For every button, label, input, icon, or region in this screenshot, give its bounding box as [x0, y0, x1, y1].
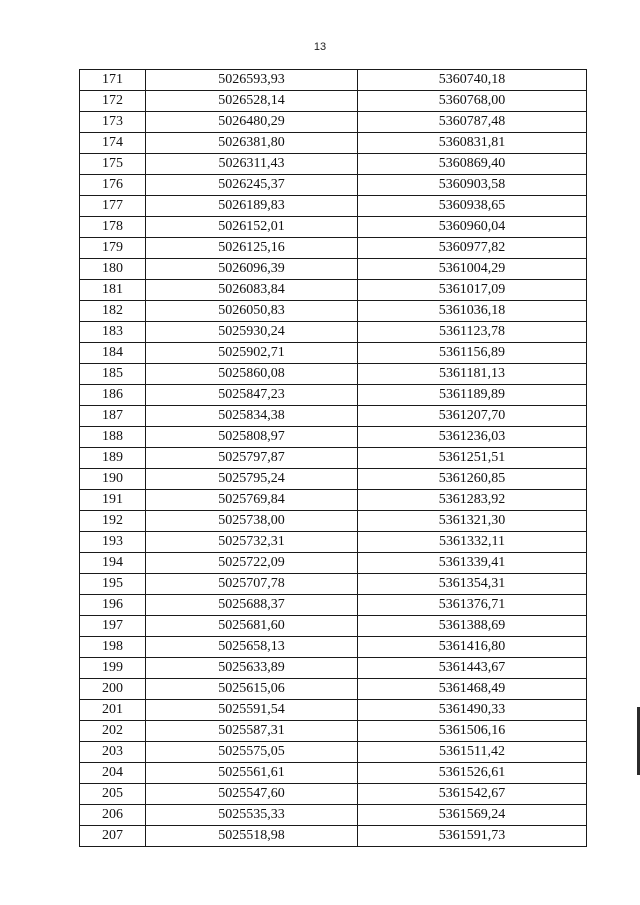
- x-coordinate-cell: 5025547,60: [146, 784, 358, 805]
- y-coordinate-cell: 5361260,85: [358, 469, 587, 490]
- x-coordinate-cell: 5025658,13: [146, 637, 358, 658]
- table-row: [80, 742, 587, 763]
- point-number-cell: 180: [80, 259, 146, 280]
- y-coordinate-cell: 5361490,33: [358, 700, 587, 721]
- point-number-cell: 202: [80, 721, 146, 742]
- point-number-cell: 193: [80, 532, 146, 553]
- point-number-cell: 194: [80, 553, 146, 574]
- x-coordinate-cell: 5025738,00: [146, 511, 358, 532]
- x-coordinate-cell: 5025930,24: [146, 322, 358, 343]
- x-coordinate-cell: 5025591,54: [146, 700, 358, 721]
- y-coordinate-cell: 5360831,81: [358, 133, 587, 154]
- y-coordinate-cell: 5361354,31: [358, 574, 587, 595]
- point-number-cell: 181: [80, 280, 146, 301]
- x-coordinate-cell: 5025688,37: [146, 595, 358, 616]
- point-number-cell: 183: [80, 322, 146, 343]
- point-number-cell: 185: [80, 364, 146, 385]
- page-number: 13: [313, 41, 327, 53]
- point-number-cell: 205: [80, 784, 146, 805]
- table-row: [80, 658, 587, 679]
- y-coordinate-cell: 5361189,89: [358, 385, 587, 406]
- table-row: [80, 175, 587, 196]
- x-coordinate-cell: 5026480,29: [146, 112, 358, 133]
- point-number-cell: 206: [80, 805, 146, 826]
- table-row: [80, 385, 587, 406]
- x-coordinate-cell: 5025902,71: [146, 343, 358, 364]
- table-row: [80, 217, 587, 238]
- point-number-cell: 189: [80, 448, 146, 469]
- table-row: [80, 616, 587, 637]
- point-number-cell: 200: [80, 679, 146, 700]
- point-number-cell: 196: [80, 595, 146, 616]
- point-number-cell: 187: [80, 406, 146, 427]
- table-row: [80, 112, 587, 133]
- y-coordinate-cell: 5361332,11: [358, 532, 587, 553]
- point-number-cell: 198: [80, 637, 146, 658]
- x-coordinate-cell: 5025535,33: [146, 805, 358, 826]
- table-row: [80, 532, 587, 553]
- x-coordinate-cell: 5025834,38: [146, 406, 358, 427]
- y-coordinate-cell: 5361321,30: [358, 511, 587, 532]
- x-coordinate-cell: 5026083,84: [146, 280, 358, 301]
- y-coordinate-cell: 5361542,67: [358, 784, 587, 805]
- coordinates-table-body: [80, 70, 587, 847]
- y-coordinate-cell: 5361156,89: [358, 343, 587, 364]
- y-coordinate-cell: 5361236,03: [358, 427, 587, 448]
- table-row: [80, 595, 587, 616]
- point-number-cell: 207: [80, 826, 146, 847]
- x-coordinate-cell: 5025847,23: [146, 385, 358, 406]
- x-coordinate-cell: 5025769,84: [146, 490, 358, 511]
- x-coordinate-cell: 5026381,80: [146, 133, 358, 154]
- x-coordinate-cell: 5026528,14: [146, 91, 358, 112]
- x-coordinate-cell: 5025860,08: [146, 364, 358, 385]
- point-number-cell: 177: [80, 196, 146, 217]
- point-number-cell: 195: [80, 574, 146, 595]
- table-row: [80, 70, 587, 91]
- point-number-cell: 174: [80, 133, 146, 154]
- table-row: [80, 427, 587, 448]
- y-coordinate-cell: 5361036,18: [358, 301, 587, 322]
- y-coordinate-cell: 5361511,42: [358, 742, 587, 763]
- table-row: [80, 364, 587, 385]
- y-coordinate-cell: 5361207,70: [358, 406, 587, 427]
- table-row: [80, 700, 587, 721]
- x-coordinate-cell: 5026245,37: [146, 175, 358, 196]
- table-row: [80, 448, 587, 469]
- point-number-cell: 199: [80, 658, 146, 679]
- table-row: [80, 259, 587, 280]
- point-number-cell: 176: [80, 175, 146, 196]
- point-number-cell: 191: [80, 490, 146, 511]
- table-row: [80, 154, 587, 175]
- y-coordinate-cell: 5361506,16: [358, 721, 587, 742]
- x-coordinate-cell: 5025561,61: [146, 763, 358, 784]
- y-coordinate-cell: 5360938,65: [358, 196, 587, 217]
- point-number-cell: 178: [80, 217, 146, 238]
- point-number-cell: 192: [80, 511, 146, 532]
- x-coordinate-cell: 5025575,05: [146, 742, 358, 763]
- table-row: [80, 469, 587, 490]
- y-coordinate-cell: 5361388,69: [358, 616, 587, 637]
- point-number-cell: 179: [80, 238, 146, 259]
- x-coordinate-cell: 5025518,98: [146, 826, 358, 847]
- y-coordinate-cell: 5360787,48: [358, 112, 587, 133]
- x-coordinate-cell: 5026311,43: [146, 154, 358, 175]
- y-coordinate-cell: 5361283,92: [358, 490, 587, 511]
- x-coordinate-cell: 5026593,93: [146, 70, 358, 91]
- point-number-cell: 197: [80, 616, 146, 637]
- y-coordinate-cell: 5360903,58: [358, 175, 587, 196]
- point-number-cell: 182: [80, 301, 146, 322]
- y-coordinate-cell: 5360869,40: [358, 154, 587, 175]
- y-coordinate-cell: 5361416,80: [358, 637, 587, 658]
- table-row: [80, 511, 587, 532]
- table-row: [80, 280, 587, 301]
- table-row: [80, 238, 587, 259]
- table-row: [80, 721, 587, 742]
- x-coordinate-cell: 5026050,83: [146, 301, 358, 322]
- y-coordinate-cell: 5361123,78: [358, 322, 587, 343]
- x-coordinate-cell: 5026125,16: [146, 238, 358, 259]
- table-row: [80, 805, 587, 826]
- x-coordinate-cell: 5026096,39: [146, 259, 358, 280]
- table-row: [80, 679, 587, 700]
- x-coordinate-cell: 5025615,06: [146, 679, 358, 700]
- table-row: [80, 637, 587, 658]
- table-row: [80, 826, 587, 847]
- table-row: [80, 133, 587, 154]
- table-row: [80, 490, 587, 511]
- y-coordinate-cell: 5361526,61: [358, 763, 587, 784]
- y-coordinate-cell: 5361339,41: [358, 553, 587, 574]
- y-coordinate-cell: 5361181,13: [358, 364, 587, 385]
- point-number-cell: 175: [80, 154, 146, 175]
- x-coordinate-cell: 5025795,24: [146, 469, 358, 490]
- y-coordinate-cell: 5360768,00: [358, 91, 587, 112]
- x-coordinate-cell: 5026152,01: [146, 217, 358, 238]
- x-coordinate-cell: 5025707,78: [146, 574, 358, 595]
- x-coordinate-cell: 5025681,60: [146, 616, 358, 637]
- table-row: [80, 406, 587, 427]
- table-row: [80, 343, 587, 364]
- point-number-cell: 172: [80, 91, 146, 112]
- x-coordinate-cell: 5025808,97: [146, 427, 358, 448]
- table-row: [80, 322, 587, 343]
- x-coordinate-cell: 5025587,31: [146, 721, 358, 742]
- point-number-cell: 190: [80, 469, 146, 490]
- table-row: [80, 91, 587, 112]
- x-coordinate-cell: 5025633,89: [146, 658, 358, 679]
- y-coordinate-cell: 5360740,18: [358, 70, 587, 91]
- y-coordinate-cell: 5361591,73: [358, 826, 587, 847]
- point-number-cell: 188: [80, 427, 146, 448]
- point-number-cell: 184: [80, 343, 146, 364]
- y-coordinate-cell: 5361569,24: [358, 805, 587, 826]
- x-coordinate-cell: 5025722,09: [146, 553, 358, 574]
- table-row: [80, 784, 587, 805]
- x-coordinate-cell: 5026189,83: [146, 196, 358, 217]
- point-number-cell: 201: [80, 700, 146, 721]
- point-number-cell: 204: [80, 763, 146, 784]
- point-number-cell: 171: [80, 70, 146, 91]
- y-coordinate-cell: 5361251,51: [358, 448, 587, 469]
- x-coordinate-cell: 5025797,87: [146, 448, 358, 469]
- point-number-cell: 203: [80, 742, 146, 763]
- table-row: [80, 553, 587, 574]
- y-coordinate-cell: 5361004,29: [358, 259, 587, 280]
- point-number-cell: 186: [80, 385, 146, 406]
- y-coordinate-cell: 5361017,09: [358, 280, 587, 301]
- y-coordinate-cell: 5361468,49: [358, 679, 587, 700]
- table-row: [80, 763, 587, 784]
- y-coordinate-cell: 5360977,82: [358, 238, 587, 259]
- x-coordinate-cell: 5025732,31: [146, 532, 358, 553]
- coordinates-table: [79, 69, 587, 847]
- y-coordinate-cell: 5360960,04: [358, 217, 587, 238]
- table-row: [80, 574, 587, 595]
- table-row: [80, 301, 587, 322]
- y-coordinate-cell: 5361443,67: [358, 658, 587, 679]
- y-coordinate-cell: 5361376,71: [358, 595, 587, 616]
- table-row: [80, 196, 587, 217]
- point-number-cell: 173: [80, 112, 146, 133]
